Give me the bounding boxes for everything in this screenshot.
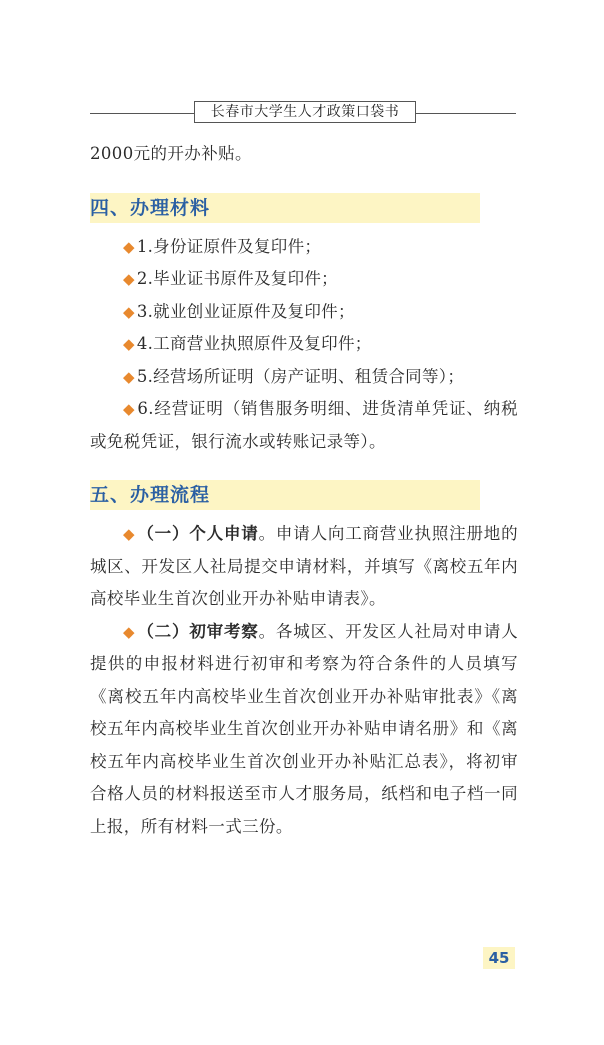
- running-header: 长春市大学生人才政策口袋书: [194, 101, 416, 123]
- list-item: ◆ 2.毕业证书原件及复印件；: [123, 269, 338, 288]
- diamond-bullet-icon: ◆: [123, 237, 135, 256]
- list-item: ◆ 4.工商营业执照原件及复印件；: [123, 334, 372, 353]
- diamond-bullet-icon: ◆: [123, 367, 135, 386]
- process-step: [90, 518, 518, 616]
- section-heading-process: 五、办理流程: [90, 480, 480, 510]
- step-text: 。申请人向工商营业执照注册地的城区、开发区人社局提交申请材料，并填写《离校五年内高校毕业生首次创业开办补贴申请表》。: [90, 524, 518, 608]
- process-step: [90, 616, 518, 844]
- step-label: （一）个人申请: [137, 524, 259, 543]
- section-heading-materials: 四、办理材料: [90, 193, 480, 223]
- diamond-bullet-icon: ◆: [123, 525, 136, 543]
- diamond-bullet-icon: ◆: [123, 400, 136, 418]
- page-number: 45: [483, 947, 515, 969]
- diamond-bullet-icon: ◆: [123, 335, 135, 353]
- materials-list: [90, 231, 518, 459]
- step-text: 。各城区、开发区人社局对申请人提供的申报材料进行初审和考察为符合条件的人员填写《离校五年内高校毕业生首次创业开办补贴审批表》《离校五年内高校毕业生首次创业开办补贴申请名册》和《离校五年内高校毕业生首次创业开办补贴汇总表》，将初审合格人员的材料报送至市人才服务局，纸档和电子档一同上报，所有材料一式三份。: [90, 621, 518, 836]
- list-item: ◆ 5.经营场所证明（房产证明、租赁合同等）；: [123, 366, 465, 386]
- header-rule-right: [416, 113, 516, 114]
- list-item: ◆ 6.经营证明（销售服务明细、进货清单凭证、纳税或免税凭证，银行流水或转账记录等）。: [90, 399, 518, 451]
- diamond-bullet-icon: ◆: [123, 622, 136, 641]
- process-steps: [90, 518, 518, 843]
- intro-text: 2000元的开办补贴。: [90, 144, 252, 163]
- header-rule-left: [90, 113, 194, 114]
- diamond-bullet-icon: ◆: [123, 270, 135, 288]
- step-label: （二）初审考察: [137, 621, 259, 641]
- diamond-bullet-icon: ◆: [123, 302, 135, 321]
- list-item: ◆ 3.就业创业证原件及复印件；: [123, 301, 355, 321]
- page-content: [90, 138, 518, 843]
- list-item: ◆ 1.身份证原件及复印件；: [123, 236, 322, 256]
